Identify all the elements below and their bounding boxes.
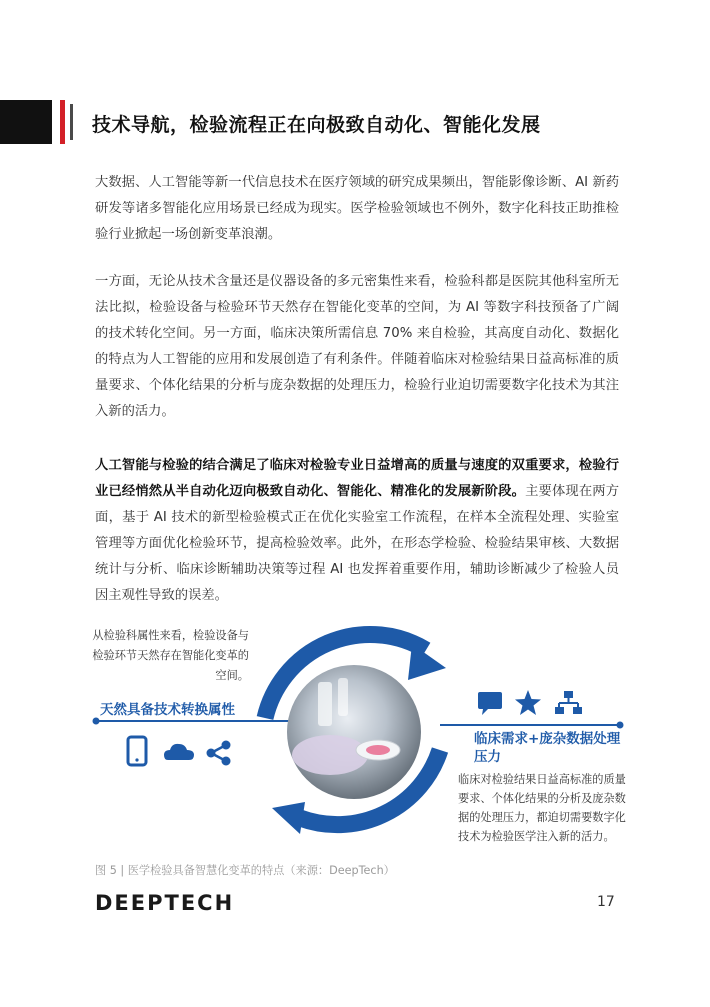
figure-left-note: 从检验科属性来看，检验设备与检验环节天然存在智能化变革的空间。 bbox=[92, 629, 249, 682]
paragraph-2: 一方面，无论从技术含量还是仪器设备的多元密集性来看，检验科都是医院其他科室所无法比拟，检验设备与检验环节天然存在智能化变革的空间，为 AI 等数字科技预备了广阔的技术转化空间。另一方面，临床决策所需信息 70% 来自检验，其高度自动化、数据化的特点为人工智能的应用和发展创造了有利条件。伴随着临床对检验结果日益高标准的质量要求、个体化结果的分析与庞杂数据的处理压力，检验行业迫切需要数字化技术为其注入新的活力。 bbox=[95, 274, 619, 419]
title-black-bar bbox=[0, 100, 52, 144]
figure-right-note: 临床对检验结果日益高标准的质量要求、个体化结果的分析及庞杂数据的处理压力，都迫切需要数字化技术为检验医学注入新的活力。 bbox=[458, 773, 626, 843]
title-red-bar bbox=[60, 100, 65, 144]
star-icon bbox=[515, 690, 541, 715]
mobile-phone-icon bbox=[128, 737, 146, 765]
figure-right-heading: 临床需求+庞杂数据处理压力 bbox=[474, 731, 621, 765]
deeptech-logo: DEEPTECH bbox=[95, 891, 235, 915]
left-connector-line bbox=[93, 718, 299, 725]
chat-bubble-icon bbox=[478, 692, 502, 715]
figure-caption: 图 5 | 医学检验具备智慧化变革的特点（来源：DeepTech） bbox=[95, 864, 395, 877]
cloud-icon bbox=[164, 744, 194, 760]
section-title: 技术导航，检验流程正在向极致自动化、智能化发展 bbox=[92, 114, 541, 136]
page-number: 17 bbox=[597, 894, 615, 910]
lab-photo bbox=[287, 665, 421, 799]
paragraph-3 bbox=[95, 453, 619, 609]
right-connector-line bbox=[440, 722, 624, 729]
paragraph-3-bold: 人工智能与检验的结合满足了临床对检验专业日益增高的质量与速度的双重要求，检验行业已经悄然从半自动化迈向极致自动化、智能化、精准化的发展新阶段。 bbox=[95, 458, 619, 499]
figure-left-heading: 天然具备技术转换属性 bbox=[100, 702, 235, 718]
paragraph-1: 大数据、人工智能等新一代信息技术在医疗领域的研究成果频出，智能影像诊断、AI 新药研发等诸多智能化应用场景已经成为现实。医学检验领域也不例外，数字化科技正助推检验行业掀起一场创新变革浪潮。 bbox=[95, 175, 619, 242]
network-icon bbox=[555, 691, 582, 714]
paragraph-3-rest: 主要体现在两方面，基于 AI 技术的新型检验模式正在优化实验室工作流程，在样本全流程处理、实验室管理等方面优化检验环节，提高检验效率。此外，在形态学检验、检验结果审核、大数据统计与分析、临床诊断辅助决策等过程 AI 也发挥着重要作用，辅助诊断减少了检验人员因主观性导致的误差。 bbox=[95, 484, 620, 603]
title-grey-bar bbox=[70, 104, 73, 140]
share-icon bbox=[207, 741, 231, 766]
